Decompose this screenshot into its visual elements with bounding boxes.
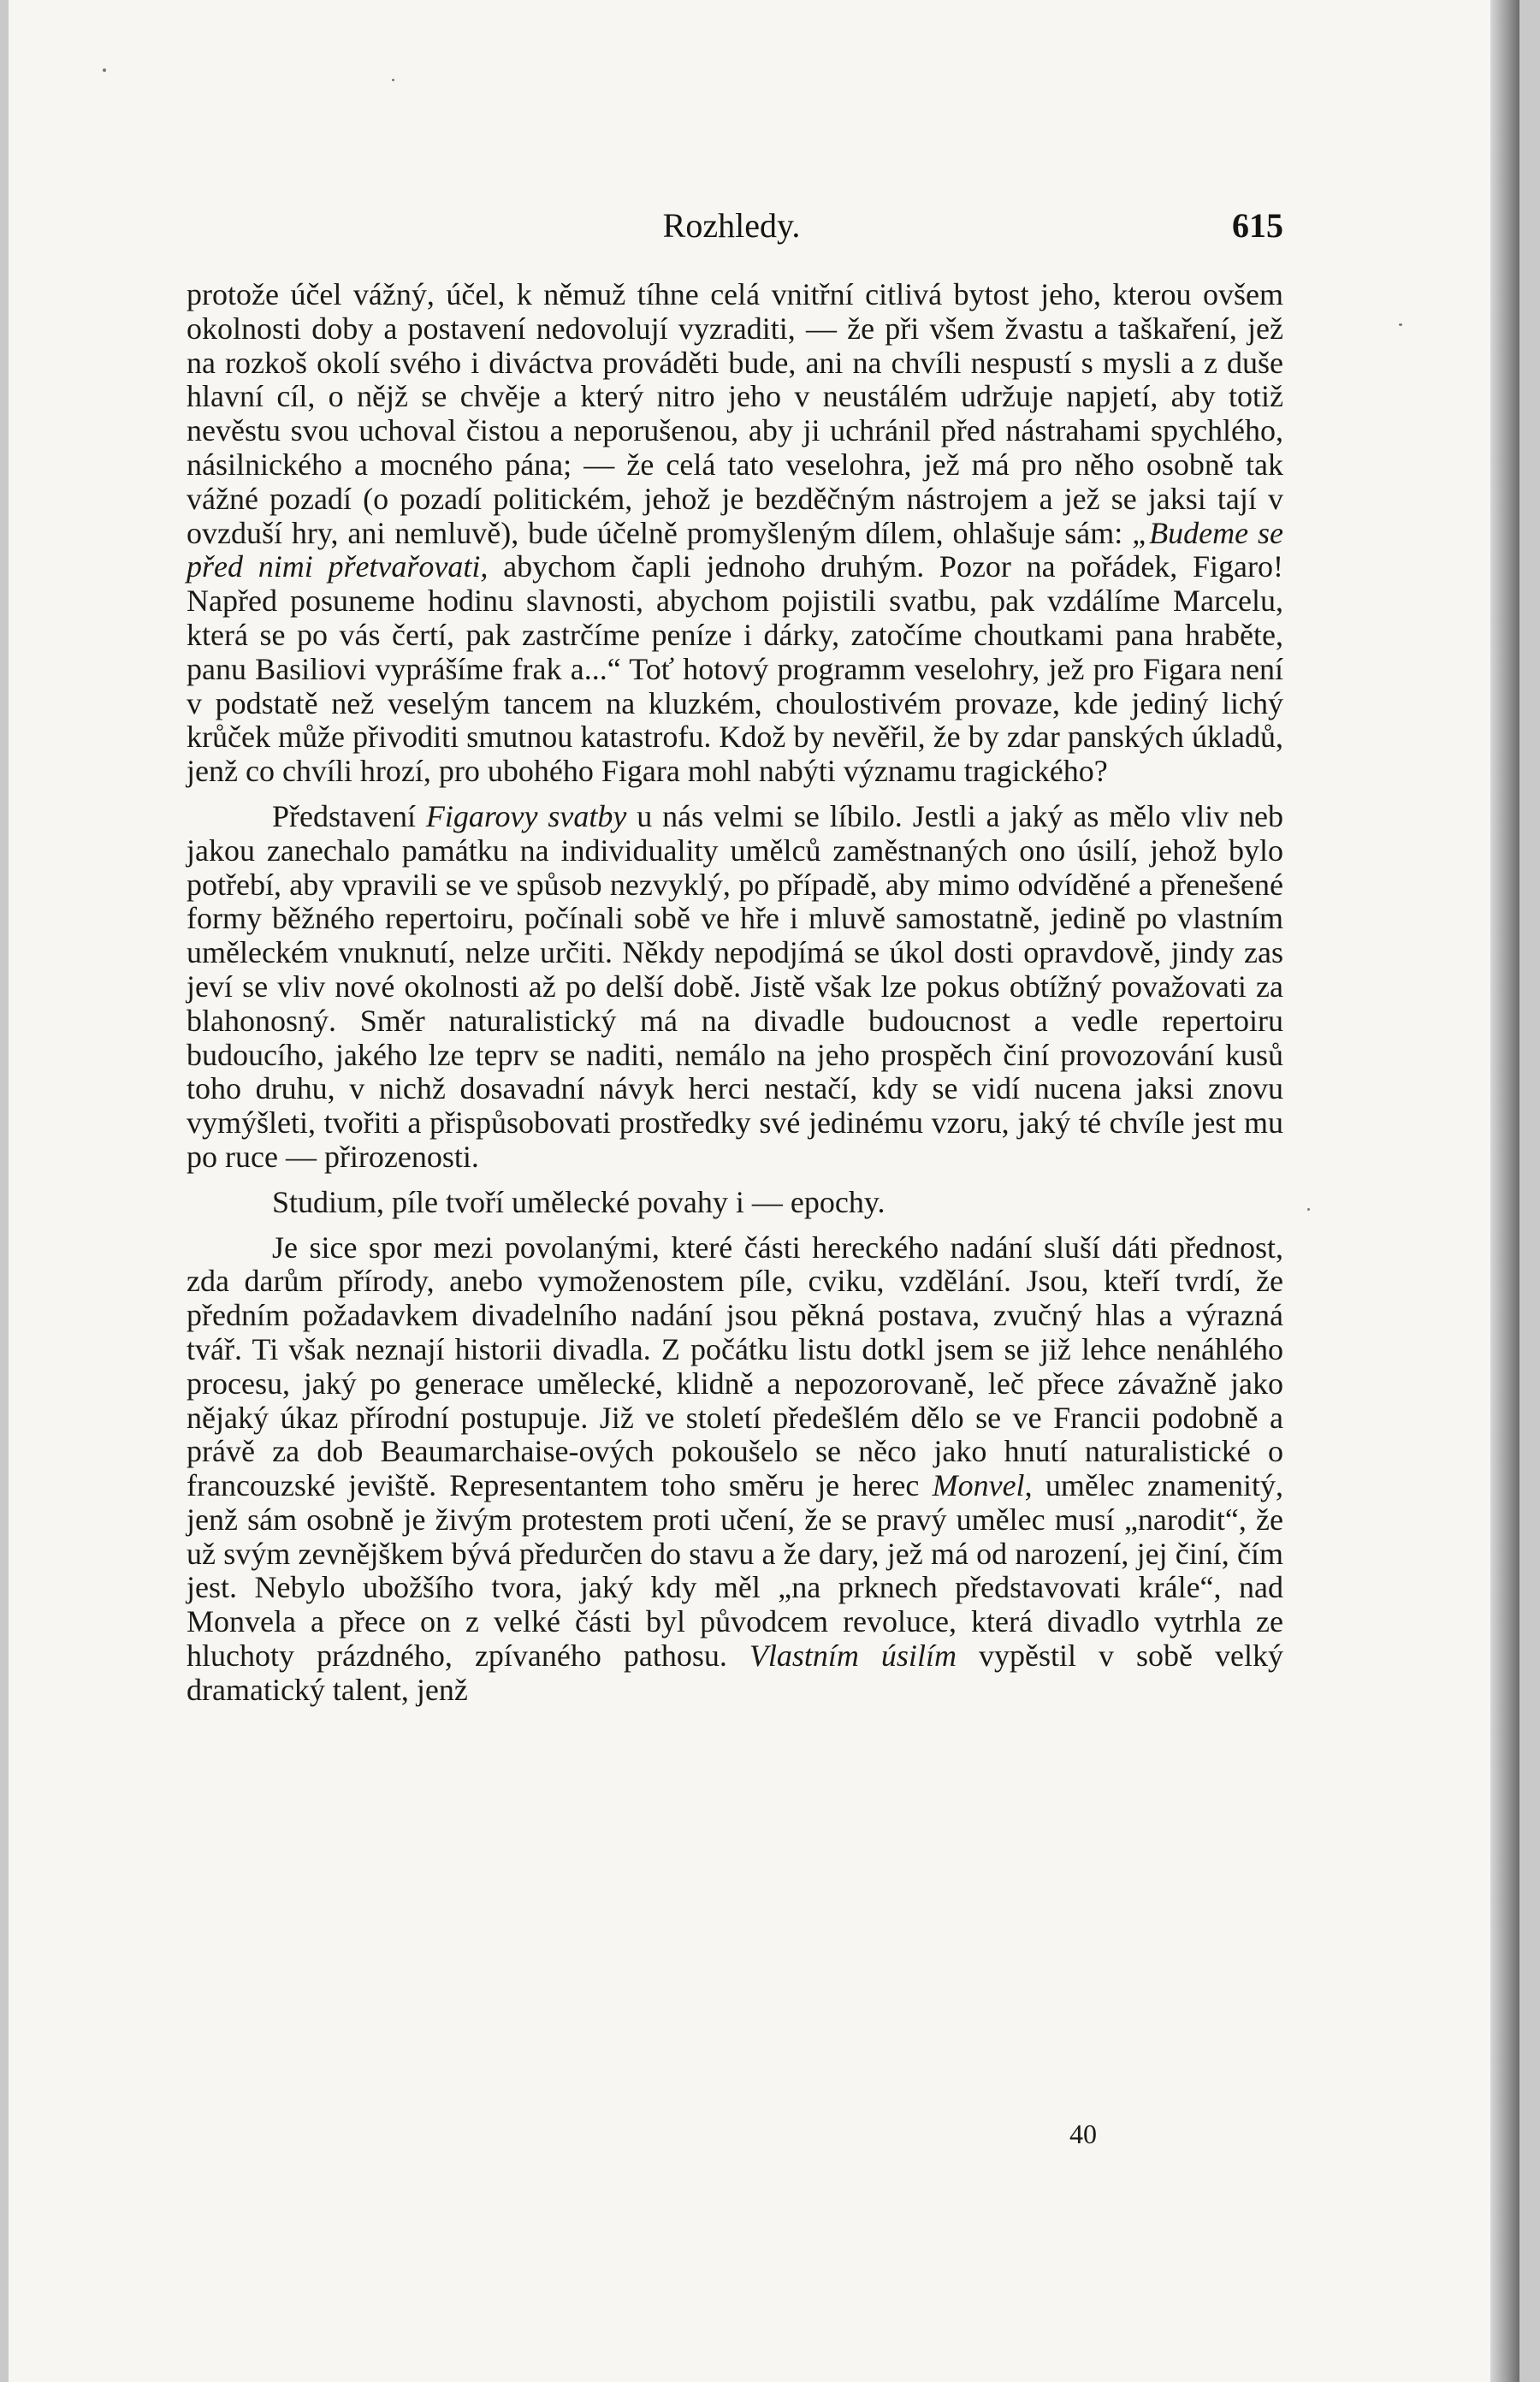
body-text [187,278,1283,1719]
paragraph [187,800,1283,1175]
italic-run: Vlastním úsilím [749,1638,957,1674]
scan-speck [1399,323,1402,326]
page-header [180,205,1283,248]
running-head: Rozhledy. [662,206,801,245]
binding-edge [1490,0,1519,2382]
scan-speck [1307,1208,1310,1211]
scan-speck [392,79,394,81]
text-run: u nás velmi se líbilo. Jestli a jaký as mělo vliv neb jakou zanechalo památku na individuality umělců zaměstnaných ono úsilí, jehož bylo potřebí, aby vpravili se ve spůsob nezvyklý, po případě, aby mimo odvíděné a přenešené formy běžného repertoiru, počínali sobě ve hře i mluvě samostatně, jedině po vlastním uměleckém vnuknutí, nelze určiti. Někdy nepodjímá se úkol dosti opravdově, jindy zas jeví se vliv nové okolnosti až po delší době. Jistě však lze pokus obtížný považovati za blahonosný. Směr naturalistický má na divadle budoucnost a vedle repertoiru budoucího, jakého lze teprv se naditi, nemálo na jeho prospěch činí provozování kusů toho druhu, v nichž dosavadní návyk herci nestačí, kdy se vidí nucena jaksi znovu vymýšleti, tvořiti a přispůsobovati prostředky své jedinému vzoru, jaký té chvíle jest mu po ruce — přirozenosti. [187,798,1283,1174]
italic-run: Monvel [932,1468,1025,1503]
scanned-page [9,0,1519,2382]
text-run: , umělec znamenitý, jenž sám osobně je živým protestem proti učení, že se pravý umělec musí „narodit“, že už svým zevnějškem bývá předurčen do stavu a že dary, jež má od narození, jej činí, čím jest. Nebylo ubožšího tvora, jaký kdy měl „na prknech představovati krále“, nad Monvela a přece on z velké části byl původcem revoluce, která divadlo vytrhla ze hluchoty prázdného, zpívaného pathosu. [187,1468,1283,1674]
text-run: vypěstil v sobě velký dramatický talent, jenž [187,1638,1283,1707]
italic-run: Figarovy svatby [425,798,627,833]
text-run: Je sice spor mezi povolanými, které části hereckého nadání sluší dáti přednost, zda darům přírody, anebo vymoženostem píle, cviku, vzdělání. Jsou, kteří tvrdí, že předním požadavkem divadelního nadání jsou pěkná postava, zvučný hlas a výrazná tvář. Ti však neznají historii divadla. Z počátku listu dotkl jsem se již lehce nenáhlého procesu, jaký po generace umělecké, klidně a nepozorovaně, leč přece závažně jako nějaký úkaz přírodní postupuje. Již ve století předešlém dělo se ve Francii podobně a právě za dob Beaumarchaise-ových pokoušelo se něco jako hnutí naturalistické o francouzské jeviště. Representantem toho směru je herec [187,1230,1283,1503]
sheet-signature: 40 [1069,2118,1097,2149]
paragraph [187,278,1283,789]
italic-run: „Budeme se před nimi přetvařovati, [187,515,1283,584]
text-run: protože účel vážný, účel, k němuž tíhne celá vnitřní citlivá bytost jeho, kterou ovšem okolnosti doby a postavení nedovolují vyzraditi, — že při všem žvastu a taškaření, jež na rozkoš okolí svého i diváctva prováděti bude, ani na chvíli nespustí s mysli a z duše hlavní cíl, o nějž se chvěje a který nitro jeho v neustálém udržuje napjetí, aby totiž nevěstu svou uchoval čistou a neporušenou, aby ji uchránil před nástrahami spychlého, násilnického a mocného pána; — že celá tato veselohra, jež má pro něho osobně tak vážné pozadí (o pozadí politickém, jehož je bezděčným nástrojem a jež se jaksi tají v ovzduší hry, ani nemluvě), bude účelně promyšleným dílem, ohlašuje sám: [187,277,1283,550]
paragraph [187,1186,1283,1220]
text-run: abychom čapli jednoho druhým. Pozor na pořádek, Figaro! Napřed posuneme hodinu slavnosti, abychom pojistili svatbu, pak vzdálíme Marcelu, která se po vás čertí, pak zastrčíme peníze i dárky, zatočíme choutkami pana hraběte, panu Basiliovi vyprášíme frak a...“ Toť hotový programm veselohry, jež pro Figara není v podstatě než veselým tancem na kluzkém, choulostivém provaze, kde jediný lichý krůček může přivoditi smutnou katastrofu. Kdož by nevěřil, že by zdar panských úkladů, jenž co chvíli hrozí, pro ubohého Figara mohl nabýti významu tragického? [187,549,1283,789]
paragraph [187,1231,1283,1708]
scan-speck [103,68,106,72]
text-run: Představení [272,798,426,833]
text-run: Studium, píle tvoří umělecké povahy i — epochy. [272,1184,886,1219]
page-number: 615 [1232,206,1283,245]
